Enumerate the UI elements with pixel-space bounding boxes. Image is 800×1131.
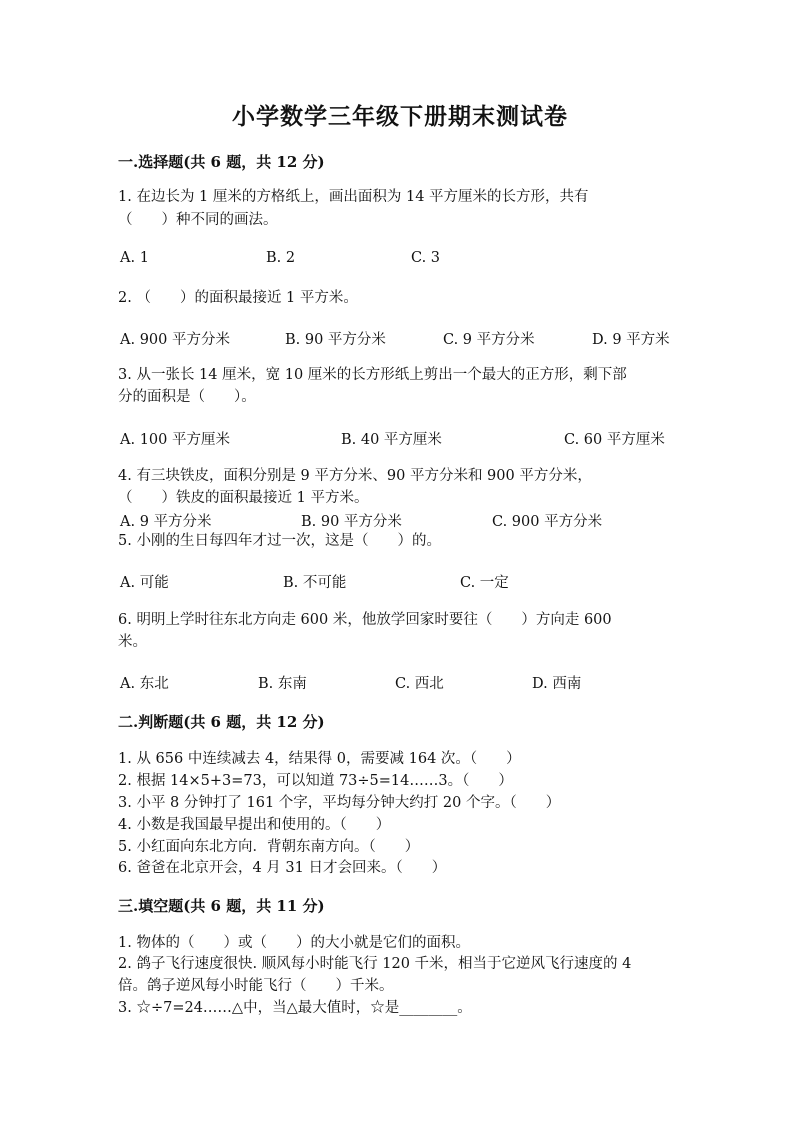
q6-option-d: D. 西南 (532, 676, 582, 692)
q6-option-a: A. 东北 (120, 676, 169, 692)
q5-option-b: B. 不可能 (283, 575, 347, 591)
judgment-item-6: 6. 爸爸在北京开会，4 月 31 日才会回来。（ ） (118, 860, 447, 876)
q6-option-c: C. 西北 (395, 676, 444, 692)
q4-option-c: C. 900 平方分米 (492, 514, 603, 530)
fill-item-2-line-1: 2. 鸽子飞行速度很快. 顺风每小时能飞行 120 千米，相当于它逆风飞行速度的 4 (118, 956, 632, 972)
question-2-line-1: 2. （ ）的面积最接近 1 平方米。 (118, 290, 358, 306)
question-5-line-1: 5. 小刚的生日每四年才过一次，这是（ ）的。 (118, 533, 441, 549)
question-1-line-1: 1. 在边长为 1 厘米的方格纸上，画出面积为 14 平方厘米的长方形，共有 (118, 189, 589, 205)
question-4-line-2: （ ）铁皮的面积最接近 1 平方米。 (118, 490, 369, 506)
question-6-line-2: 米。 (118, 634, 147, 650)
fill-item-1: 1. 物体的（ ）或（ ）的大小就是它们的面积。 (118, 935, 470, 951)
q3-option-c: C. 60 平方厘米 (564, 432, 665, 448)
q2-option-a: A. 900 平方分米 (120, 332, 230, 348)
q2-option-d: D. 9 平方米 (592, 332, 670, 348)
question-1-line-2: （ ）种不同的画法。 (118, 212, 278, 228)
q5-option-a: A. 可能 (120, 575, 169, 591)
q4-option-a: A. 9 平方分米 (120, 514, 212, 530)
q2-option-c: C. 9 平方分米 (443, 332, 535, 348)
question-3-line-2: 分的面积是（ ）。 (118, 389, 256, 405)
q1-option-b: B. 2 (266, 250, 296, 266)
question-4-line-1: 4. 有三块铁皮，面积分别是 9 平方分米、90 平方分米和 900 平方分米， (118, 468, 592, 484)
q1-option-a: A. 1 (120, 250, 149, 266)
question-6-line-1: 6. 明明上学时往东北方向走 600 米，他放学回家时要往（ ）方向走 600 (118, 612, 612, 628)
judgment-item-1: 1. 从 656 中连续减去 4，结果得 0，需要减 164 次。（ ） (118, 751, 521, 767)
q1-option-c: C. 3 (411, 250, 441, 266)
judgment-item-4: 4. 小数是我国最早提出和使用的。（ ） (118, 817, 391, 833)
section-heading-judgment: 二.判断题(共 6 题，共 12 分) (118, 713, 325, 731)
judgment-item-3: 3. 小平 8 分钟打了 161 个字，平均每分钟大约打 20 个字。（ ） (118, 795, 561, 811)
fill-item-2-line-2: 倍。鸽子逆风每小时能飞行（ ）千米。 (118, 978, 394, 994)
q3-option-a: A. 100 平方厘米 (120, 432, 230, 448)
judgment-item-2: 2. 根据 14×5+3=73，可以知道 73÷5=14……3。（ ） (118, 773, 513, 789)
fill-item-3: 3. ☆÷7=24……△中，当△最大值时，☆是________。 (118, 1000, 472, 1016)
q2-option-b: B. 90 平方分米 (285, 332, 386, 348)
q3-option-b: B. 40 平方厘米 (341, 432, 442, 448)
q6-option-b: B. 东南 (258, 676, 307, 692)
judgment-item-5: 5. 小红面向东北方向．背朝东南方向。（ ） (118, 839, 420, 855)
question-3-line-1: 3. 从一张长 14 厘米，宽 10 厘米的长方形纸上剪出一个最大的正方形，剩下部 (118, 367, 627, 383)
section-heading-choice: 一.选择题(共 6 题，共 12 分) (118, 153, 325, 171)
q5-option-c: C. 一定 (460, 575, 509, 591)
section-heading-fill-blank: 三.填空题(共 6 题，共 11 分) (118, 897, 325, 915)
page-title: 小学数学三年级下册期末测试卷 (232, 103, 568, 130)
q4-option-b: B. 90 平方分米 (301, 514, 402, 530)
